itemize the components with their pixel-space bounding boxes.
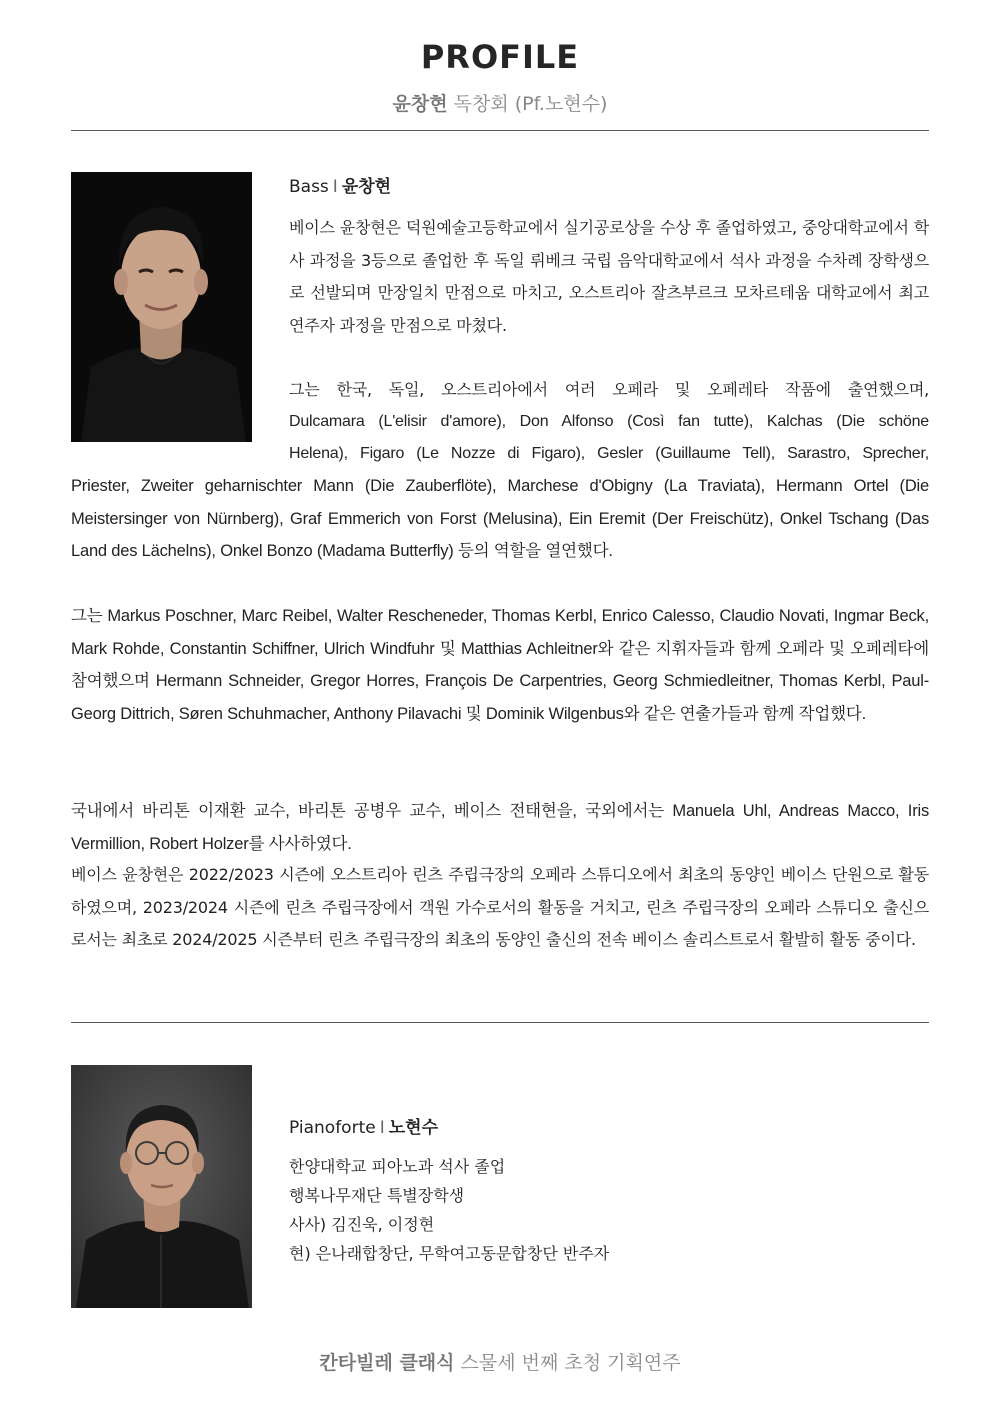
list-item: 행복나무재단 특별장학생 bbox=[289, 1186, 465, 1205]
bass-bio-education: 베이스 윤창현은 덕원예술고등학교에서 실기공로상을 수상 후 졸업하였고, 중앙대학교에서 학사 과정을 3등으로 졸업한 후 독일 뤼베크 국립 음악대학교에서 석사 과정을 수차례 장학생으로 선발되며 만장일치 만점으로 마치고, 오스트리아 잘츠부르크 모차르테움 대학교에서 최고 연주자 과정을 만점으로 마쳤다. bbox=[289, 218, 929, 335]
bass-portrait-photo bbox=[71, 172, 252, 442]
bass-role: Bass bbox=[289, 177, 329, 197]
bass-bio-roles-rest: Priester, Zweiter geharnischter Mann (Die Zauberflöte), Marchese d'Obigny (La Traviata), Hermann Ortel (Die Meistersinger von Nürnberg), Graf Emmerich von Forst (Melusina), Ein Eremit (Der Freischütz), Onkel Tschang (Das Land des Lächelns), Onkel Bonzo (Madama Butterfly) 등의 역할을 열연했다. bbox=[71, 477, 929, 560]
bass-name-line bbox=[289, 172, 391, 197]
divider-top bbox=[71, 130, 929, 131]
divider-middle bbox=[71, 1022, 929, 1023]
page-footer bbox=[0, 1348, 1000, 1375]
bass-bio-career: 베이스 윤창현은 2022/2023 시즌에 오스트리아 린츠 주립극장의 오페라 스튜디오에서 최초의 동양인 베이스 단원으로 활동하였으며, 2023/2024 시즌에 린츠 주립극장에서 객원 가수로서의 활동을 거치고, 린츠 주립극장의 오페라 스튜디오 출신으로서는 최초로 2024/2025 시즌부터 린츠 주립극장의 최초의 동양인 출신의 전속 베이스 솔리스트로서 활발히 활동 중이다. bbox=[71, 865, 929, 949]
bass-bio-teachers: 국내에서 바리톤 이재환 교수, 바리톤 공병우 교수, 베이스 전태현을, 국외에서는 Manuela Uhl, Andreas Macco, Iris Vermillion, Robert Holzer를 사사하였다. bbox=[71, 802, 929, 853]
page-subtitle bbox=[0, 89, 1000, 116]
piano-portrait-photo bbox=[71, 1065, 252, 1308]
footer-series: 칸타빌레 클래식 bbox=[319, 1352, 455, 1374]
piano-bio-list bbox=[289, 1152, 889, 1268]
bass-name: 윤창현 bbox=[341, 177, 392, 197]
list-item: 현) 은나래합창단, 무학여고동문합창단 반주자 bbox=[289, 1244, 610, 1263]
name-separator: I bbox=[379, 1118, 385, 1138]
list-item: 한양대학교 피아노과 석사 졸업 bbox=[289, 1157, 506, 1176]
subtitle-rest: 독창회 (Pf.노현수) bbox=[447, 93, 608, 115]
bass-bio-roles-line1: 그는 한국, 독일, 오스트리아에서 여러 오페라 및 오페레타 작품에 출연했으며, bbox=[289, 380, 929, 399]
bass-bio-conductors: 그는 Markus Poschner, Marc Reibel, Walter Rescheneder, Thomas Kerbl, Enrico Calesso, Claudio Novati, Ingmar Beck, Mark Rohde, Constantin Schiffner, Ulrich Windfuhr 및 Matthias Achleitner와 같은 지휘자들과 함께 오페라 및 오페레타에 참여했으며 Hermann Schneider, Gregor Horres, François De Carpentries, Georg Schmiedleitner, Thomas Kerbl, Paul-Georg Dittrich, Søren Schuhmacher, Anthony Pilavachi 및 Dominik Wilgenbus와 같은 연출가들과 함께 작업했다. bbox=[71, 607, 929, 723]
piano-name-line bbox=[289, 1113, 438, 1138]
subtitle-performer: 윤창현 bbox=[392, 93, 448, 115]
name-separator: I bbox=[332, 177, 338, 197]
list-item: 사사) 김진욱, 이정현 bbox=[289, 1215, 435, 1234]
bass-bio-roles-line2: Dulcamara (L'elisir d'amore), Don Alfonso (Così fan tutte), Kalchas (Die schöne bbox=[289, 413, 929, 430]
bass-bio-roles-line3: Helena), Figaro (Le Nozze di Figaro), Gesler (Guillaume Tell), Sarastro, Sprecher, bbox=[289, 445, 929, 462]
footer-rest: 스물세 번째 초청 기획연주 bbox=[454, 1352, 681, 1374]
page-title: PROFILE bbox=[420, 38, 580, 76]
piano-name: 노현수 bbox=[388, 1118, 438, 1138]
piano-role: Pianoforte bbox=[289, 1118, 376, 1138]
